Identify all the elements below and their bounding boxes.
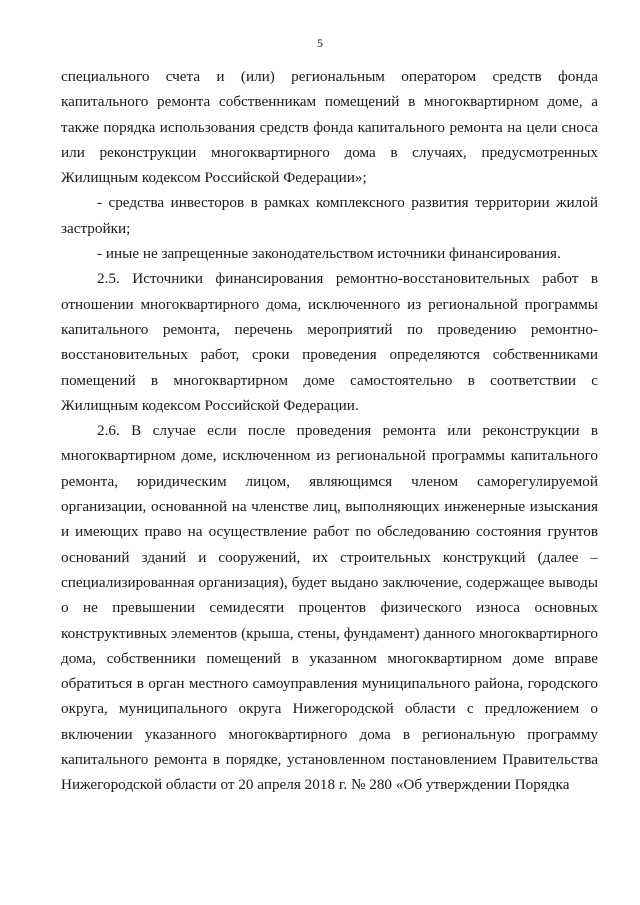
list-item-investors: - средства инвесторов в рамках комплексного развития территории жилой застройки; bbox=[61, 194, 598, 237]
list-item-other-sources: - иные не запрещенные законодательством источники финансирования. bbox=[97, 245, 561, 263]
paragraph-continuation: специального счета и (или) региональным оператором средств фонда капитального ремонта собственникам помещений в многоквартирном доме, а также порядка использования средств фонда капитального ремонта на цели сноса или реконструкции многоквартирного дома в случаях, предусмотренных Жилищным кодексом Российской Федерации»; bbox=[61, 68, 598, 187]
page-number: 5 bbox=[317, 36, 323, 50]
document-body bbox=[61, 64, 598, 798]
clause-2-5: 2.5. Источники финансирования ремонтно-восстановительных работ в отношении многоквартирного дома, исключенного из региональной программы капитального ремонта, перечень мероприятий по проведению ремонтно-восстановительных работ, сроки проведения определяются собственниками помещений в многоквартирном доме самостоятельно в соответствии с Жилищным кодексом Российской Федерации. bbox=[61, 270, 598, 414]
clause-2-6: 2.6. В случае если после проведения ремонта или реконструкции в многоквартирном доме, исключенном из региональной программы капитального ремонта, юридическим лицом, являющимся членом саморегулируемой организации, основанной на членстве лиц, выполняющих инженерные изыскания и имеющих право на осуществление работ по обследованию состояния грунтов оснований зданий и сооружений, их строительных конструкций (далее – специализированная организация), будет выдано заключение, содержащее выводы о не превышении семидесяти процентов физического износа основных конструктивных элементов (крыша, стены, фундамент) данного многоквартирного дома, собственники помещений в указанном многоквартирном доме вправе обратиться в орган местного самоуправления муниципального района, городского округа, муниципального округа Нижегородской области с предложением о включении указанного многоквартирного дома в региональную программу капитального ремонта в порядке, установленном постановлением Правительства Нижегородской области от 20 апреля 2018 г. № 280 «Об утверждении Порядка bbox=[61, 422, 598, 794]
